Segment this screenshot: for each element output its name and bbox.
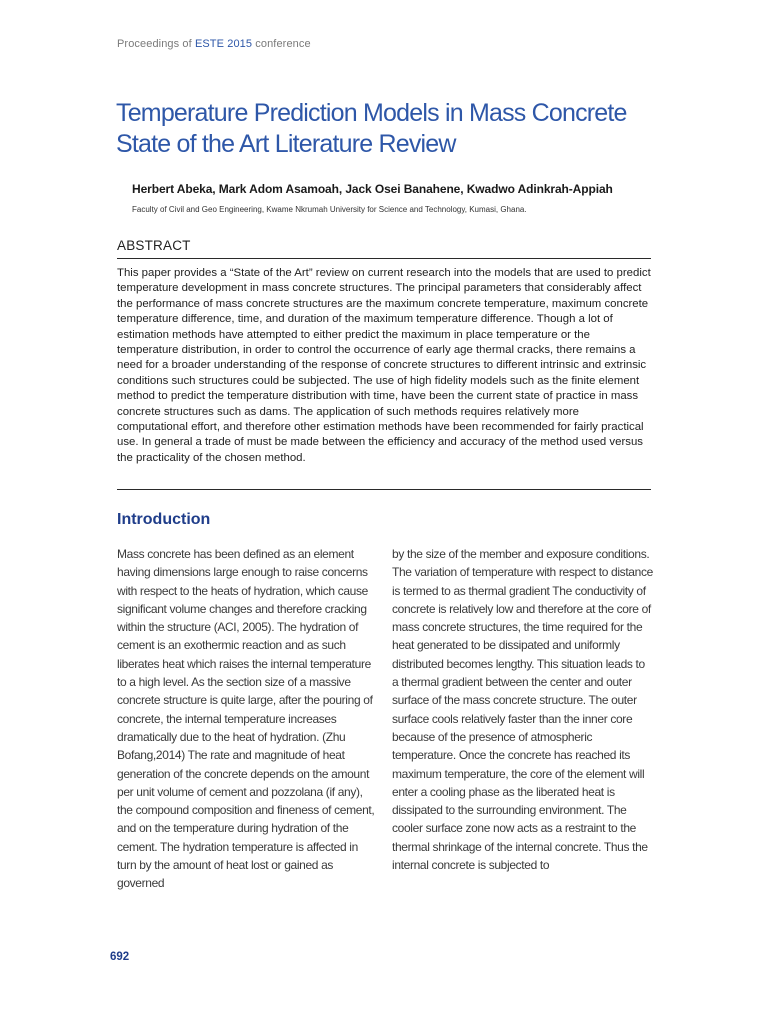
header-prefix: Proceedings of xyxy=(117,38,195,50)
abstract-top-divider xyxy=(117,258,651,259)
abstract-bottom-divider xyxy=(117,489,651,490)
author-affiliation: Faculty of Civil and Geo Engineering, Kwame Nkrumah University for Science and Technology, Kumasi, Ghana. xyxy=(132,205,527,214)
author-list: Herbert Abeka, Mark Adom Asamoah, Jack Osei Banahene, Kwadwo Adinkrah-Appiah xyxy=(132,182,613,196)
header-suffix: conference xyxy=(252,38,311,50)
running-header xyxy=(117,38,311,50)
introduction-right-column: by the size of the member and exposure conditions. The variation of temperature with respect to distance is termed to as thermal gradient The conductivity of concrete is relatively low and therefore at the core of mass concrete structures, the time required for the heat generated to be dissipated and uniformly distributed becomes lengthy. This situation leads to a thermal gradient between the center and outer surface of the mass concrete structure. The outer surface cools relatively faster than the inner core because of the presence of atmospheric temperature. Once the concrete has reached its maximum temperature, the core of the element will enter a cooling phase as the liberated heat is dissipated to the surrounding environment. The cooler surface zone now acts as a restraint to the thermal shrinkage of the internal concrete. Thus the internal concrete is subjected to xyxy=(392,547,653,873)
introduction-left-column: Mass concrete has been defined as an element having dimensions large enough to raise concerns with respect to the heats of hydration, which cause significant volume changes and therefore cracking within the structure (ACI, 2005). The hydration of cement is an exothermic reaction and as such liberates heat which raises the internal temperature to a high level. As the section size of a massive concrete structure is quite large, after the pouring of concrete, the internal temperature increases dramatically due to the heat of hydration. (Zhu Bofang,2014) The rate and magnitude of heat generation of the concrete depends on the amount per unit volume of cement and pozzolana (if any), the compound composition and fineness of cement, and on the temperature during hydration of the cement. The hydration temperature is affected in turn by the amount of heat lost or gained as governed xyxy=(117,547,375,891)
page-number: 692 xyxy=(110,951,130,963)
abstract-heading: ABSTRACT xyxy=(117,238,191,253)
paper-title: Temperature Prediction Models in Mass Concrete State of the Art Literature Review xyxy=(116,99,627,158)
abstract-body: This paper provides a “State of the Art” review on current research into the models that are used to predict temperature development in mass concrete structures. The principal parameters that considerably affect the performance of mass concrete structures are the maximum concrete temperature, maximum concrete temperature difference, time, and duration of the maximum temperature difference. Though a lot of estimation methods have attempted to either predict the maximum in place temperature or the temperature distribution, in order to control the occurrence of early age thermal cracks, there remains a need for a broader understanding of the response of concrete structures to different intrinsic and extrinsic conditions such structures could be subjected. The use of high fidelity models such as the finite element method to predict the temperature distribution with time, have been the current state of practice in mass concrete structures such as dams. The application of such methods requires relatively more computational effort, and therefore other estimation methods have been recommended for fairly practical use. In general a trade of must be made between the efficiency and accuracy of the method used versus the practicality of the chosen method. xyxy=(117,267,651,464)
header-conference-name: ESTE 2015 xyxy=(194,38,253,50)
introduction-heading: Introduction xyxy=(117,511,211,528)
